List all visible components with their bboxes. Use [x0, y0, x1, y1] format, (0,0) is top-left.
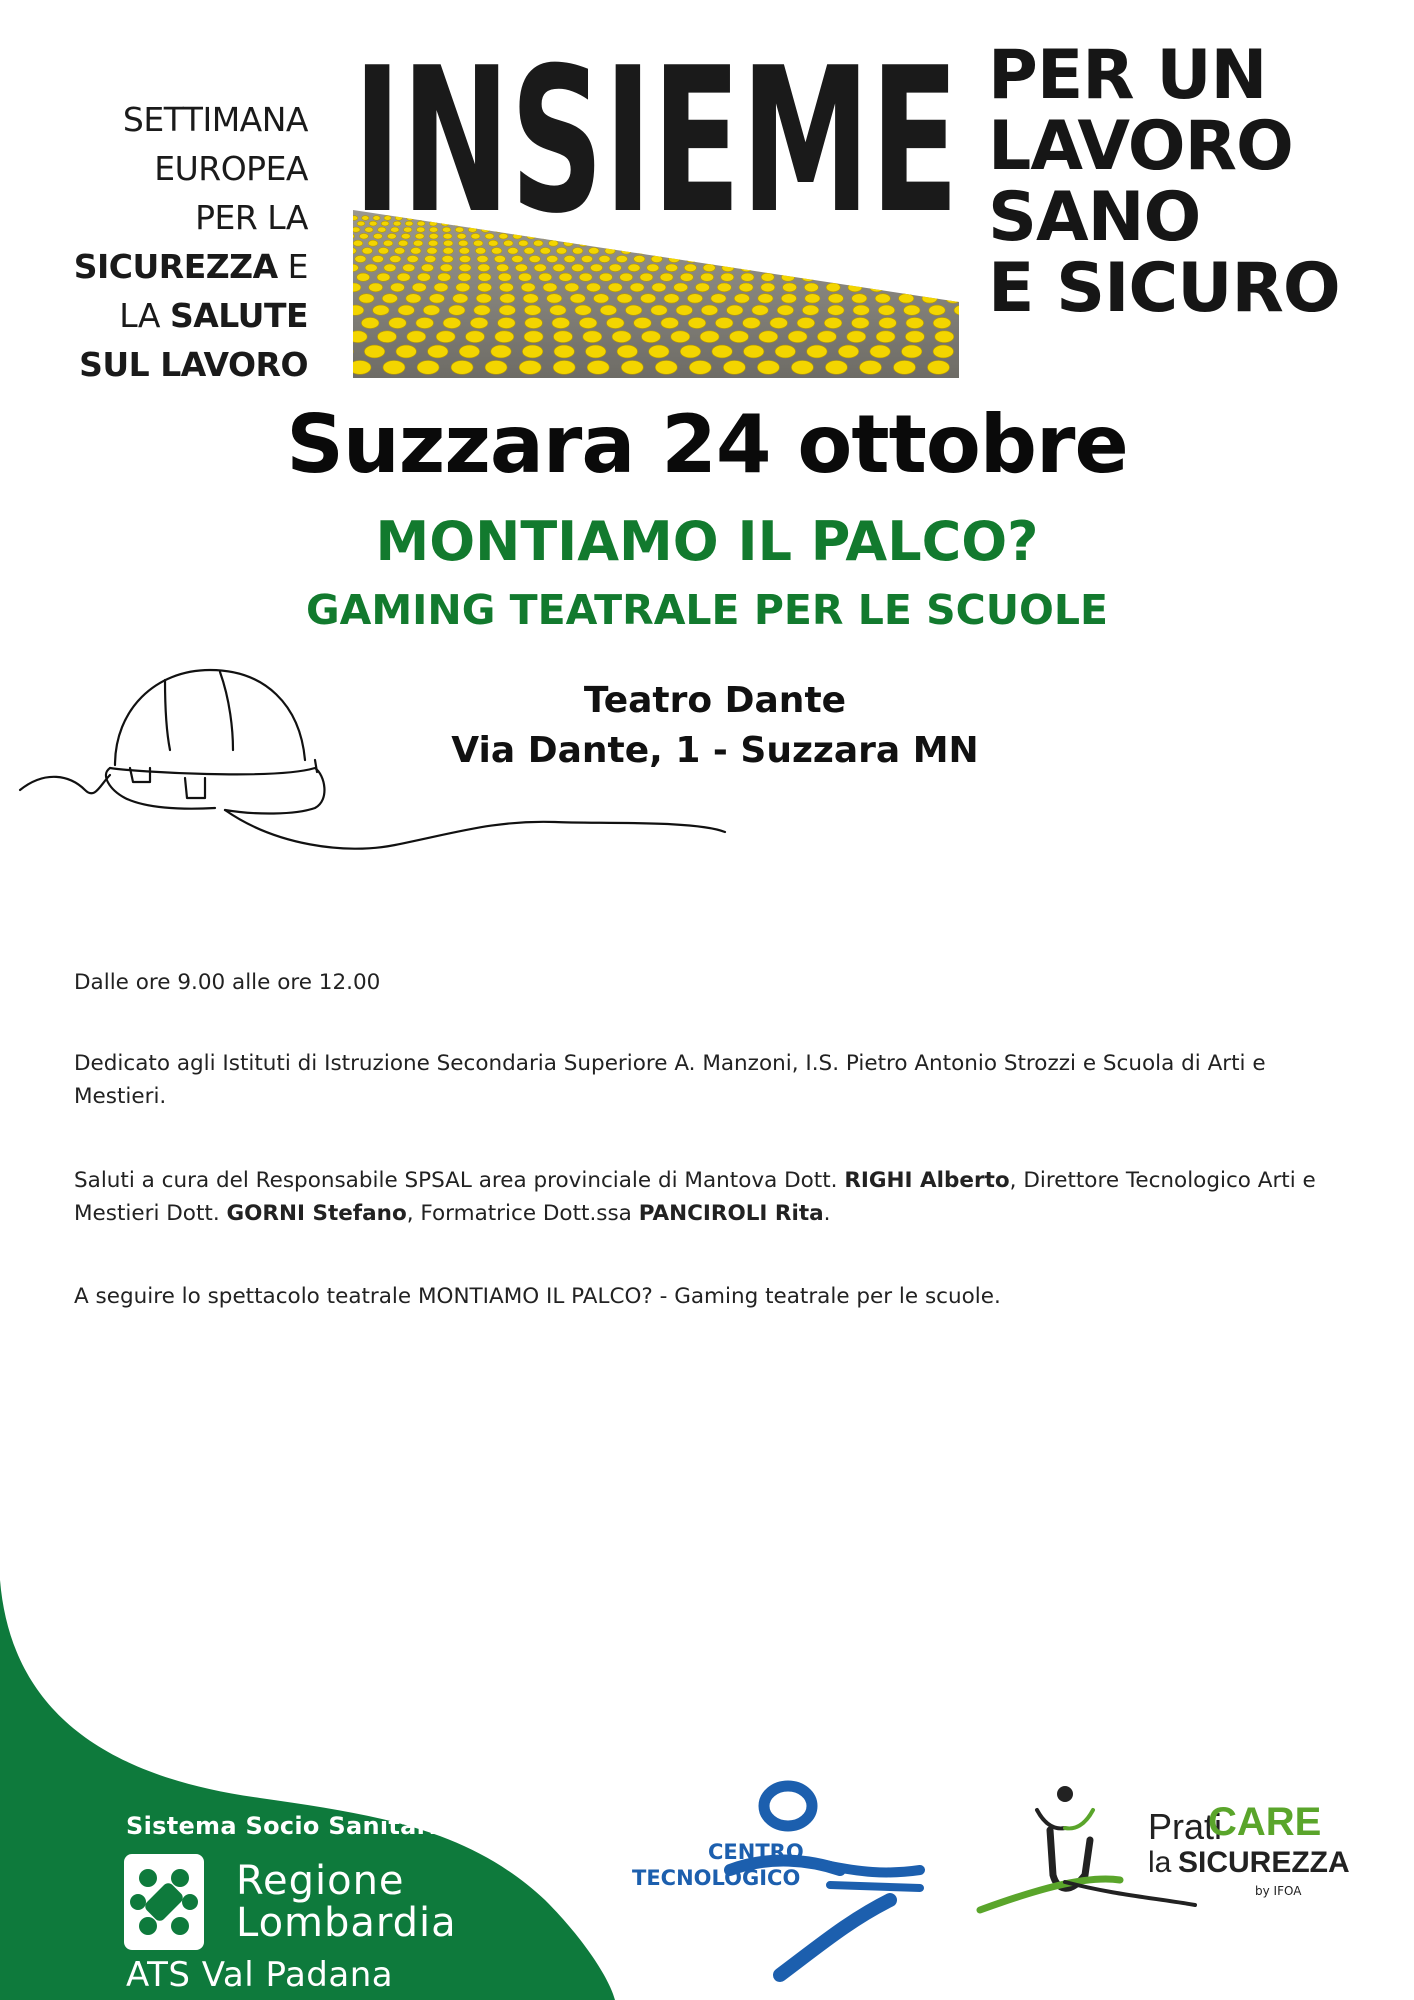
helmet-mark	[519, 273, 532, 281]
helmet-mark	[712, 345, 732, 358]
show-paragraph: A seguire lo spettacolo teatrale MONTIAMO IL PALCO? - Gaming teatrale per le scuole.	[74, 1284, 1001, 1309]
helmet-mark	[744, 345, 764, 358]
helmet-mark	[547, 294, 562, 303]
helmet-mark	[913, 283, 927, 292]
helmet-mark	[565, 283, 579, 292]
helmet-mark	[825, 361, 847, 375]
praticare-word: la	[1148, 1846, 1172, 1879]
helmet-mark	[717, 283, 731, 292]
helmet-mark	[500, 294, 515, 303]
helmet-mark	[711, 294, 726, 303]
helmet-mark	[783, 283, 797, 292]
helmet-mark	[743, 318, 761, 329]
greetings-paragraph	[74, 1164, 1364, 1230]
helmet-mark	[883, 273, 896, 281]
helmet-mark	[572, 264, 584, 272]
helmet-mark	[478, 273, 491, 281]
helmet-mark	[822, 273, 835, 281]
helmet-mark	[680, 273, 693, 281]
insieme-graphic	[353, 40, 959, 378]
helmet-mark	[579, 273, 592, 281]
helmet-mark	[421, 264, 433, 272]
helmet-mark	[935, 331, 954, 343]
helmet-mark	[761, 283, 775, 292]
helmet-mark	[524, 305, 540, 315]
helmet-mark	[499, 305, 515, 315]
helmet-mark	[459, 345, 479, 358]
helmet-mark	[935, 283, 949, 292]
helmet-mark	[852, 318, 870, 329]
helmet-mark	[524, 331, 543, 343]
helmet-mark	[626, 305, 642, 315]
helmet-mark	[522, 345, 542, 358]
schedule-paragraph: Dalle ore 9.00 alle ore 12.00	[74, 970, 381, 995]
helmet-mark	[499, 283, 513, 292]
helmet-mark	[676, 305, 692, 315]
helmet-mark	[559, 273, 572, 281]
helmet-mark	[701, 305, 717, 315]
helmet-mark	[853, 264, 865, 272]
speaker-name: GORNI Stefano	[226, 1201, 407, 1226]
helmet-mark	[671, 331, 690, 343]
ats-name: ATS Val Padana	[126, 1955, 394, 1995]
helmet-mark	[902, 345, 922, 358]
rosa-camuna-icon	[124, 1854, 204, 1950]
helmet-mark	[359, 294, 374, 303]
greetings-line: Saluti a cura del Responsabile SPSAL area provinciale di Mantova Dott. RIGHI Alberto, Direttore Tecnologico Arti e	[74, 1168, 1316, 1193]
helmet-mark	[848, 283, 862, 292]
helmet-mark	[453, 294, 468, 303]
helmet-mark	[384, 264, 396, 272]
helmet-mark	[759, 264, 771, 272]
helmet-mark	[727, 305, 743, 315]
helmet-mark	[802, 273, 815, 281]
helmet-mark	[466, 331, 485, 343]
helmet-mark	[797, 264, 809, 272]
helmet-mark	[412, 283, 426, 292]
helmet-mark	[862, 273, 875, 281]
speaker-name: RIGHI Alberto	[844, 1168, 1010, 1193]
helmet-mark	[652, 283, 666, 292]
helmet-mark	[899, 294, 914, 303]
helmet-mark	[739, 283, 753, 292]
helmet-mark	[458, 273, 471, 281]
helmet-mark	[553, 264, 565, 272]
helmet-mark	[478, 264, 490, 272]
helmet-mark	[703, 264, 715, 272]
event-series-label	[40, 95, 308, 389]
helmet-mark	[947, 264, 959, 272]
helmet-mark	[791, 361, 813, 375]
helmet-mark	[470, 318, 488, 329]
slogan-line: LAVORO	[988, 107, 1293, 186]
helmet-mark	[612, 331, 631, 343]
helmet-mark	[369, 283, 383, 292]
helmet-mark	[600, 305, 616, 315]
helmet-mark	[661, 318, 679, 329]
helmet-mark	[730, 331, 749, 343]
helmet-mark	[416, 318, 434, 329]
helmet-mark	[436, 331, 455, 343]
helmet-mark	[775, 345, 795, 358]
helmet-mark	[817, 331, 836, 343]
helmet-mark	[872, 264, 884, 272]
praticare-word: SICUREZZA	[1178, 1846, 1350, 1879]
helmet-mark	[382, 294, 397, 303]
helmet-mark	[752, 305, 768, 315]
helmet-mark	[383, 361, 405, 375]
helmet-mark	[599, 273, 612, 281]
helmet-mark	[397, 273, 410, 281]
helmet-mark	[903, 273, 916, 281]
helmet-mark	[734, 294, 749, 303]
helmet-mark	[922, 294, 937, 303]
helmet-mark	[892, 283, 906, 292]
praticare-word: CARE	[1208, 1800, 1322, 1844]
helmet-mark	[761, 273, 774, 281]
helmet-mark	[689, 361, 711, 375]
helmet-mark	[905, 331, 924, 343]
helmet-mark	[553, 361, 575, 375]
helmet-mark	[816, 264, 828, 272]
helmet-mark	[554, 331, 573, 343]
helmet-mark	[770, 318, 788, 329]
helmet-mark	[802, 305, 818, 315]
helmet-mark	[634, 318, 652, 329]
helmet-mark	[391, 283, 405, 292]
speaker-name: PANCIROLI Rita	[638, 1201, 824, 1226]
helmet-mark	[700, 331, 719, 343]
helmet-mark	[608, 283, 622, 292]
event-title: Suzzara 24 ottobre	[286, 398, 1128, 491]
helmet-mark	[403, 264, 415, 272]
helmet-mark	[590, 264, 602, 272]
helmet-mark	[523, 294, 538, 303]
helmet-mark	[620, 273, 633, 281]
helmet-mark	[378, 331, 397, 343]
helmet-mark	[389, 318, 407, 329]
helmet-mark	[478, 283, 492, 292]
helmet-mark	[906, 318, 924, 329]
helmet-mark	[847, 331, 866, 343]
helmet-mark	[476, 294, 491, 303]
show-subtitle: GAMING TEATRALE PER LE SCUOLE	[305, 586, 1109, 634]
helmet-mark	[715, 318, 733, 329]
left-line: SUL LAVORO	[79, 345, 308, 384]
helmet-mark	[759, 331, 778, 343]
audience-paragraph	[74, 1047, 1364, 1113]
helmet-mark	[928, 361, 950, 375]
show-title: MONTIAMO IL PALCO?	[375, 510, 1039, 573]
helmet-mark	[443, 318, 461, 329]
helmet-mark	[495, 331, 514, 343]
helmet-mark	[630, 283, 644, 292]
helmet-mark	[417, 361, 439, 375]
helmet-mark	[860, 361, 882, 375]
helmet-mark	[674, 283, 688, 292]
helmet-mark	[946, 294, 959, 303]
helmet-mark	[687, 294, 702, 303]
helmet-mark	[684, 264, 696, 272]
helmet-mark	[641, 294, 656, 303]
helmet-mark	[498, 318, 516, 329]
helmet-mark	[485, 361, 507, 375]
helmet-mark	[552, 318, 570, 329]
helmet-mark	[519, 361, 541, 375]
helmet-mark	[664, 294, 679, 303]
helmet-mark	[928, 264, 940, 272]
helmet-mark	[879, 318, 897, 329]
helmet-mark	[575, 305, 591, 315]
helmet-mark	[539, 273, 552, 281]
helmet-mark	[594, 294, 609, 303]
helmet-mark	[929, 305, 945, 315]
helmet-mark	[456, 283, 470, 292]
helmet-mark	[933, 318, 951, 329]
helmet-mark	[491, 345, 511, 358]
helmet-mark	[554, 345, 574, 358]
helmet-mark	[842, 273, 855, 281]
helmet-mark	[451, 361, 473, 375]
helmet-mark	[440, 264, 452, 272]
helmet-mark	[923, 273, 936, 281]
helmet-mark	[407, 331, 426, 343]
helmet-mark	[943, 273, 956, 281]
audience-line: Mestieri.	[74, 1084, 167, 1109]
helmet-mark	[826, 283, 840, 292]
helmet-mark	[361, 318, 379, 329]
helmet-mark	[423, 305, 439, 315]
helmet-mark	[515, 264, 527, 272]
helmet-mark	[579, 318, 597, 329]
helmet-mark	[543, 283, 557, 292]
helmet-mark	[550, 305, 566, 315]
helmet-mark	[640, 273, 653, 281]
helmet-mark	[429, 294, 444, 303]
slogan-line: PER UN	[988, 36, 1267, 115]
helmet-mark	[570, 294, 585, 303]
helmet-mark	[904, 305, 920, 315]
helmet-mark	[621, 361, 643, 375]
helmet-mark	[583, 331, 602, 343]
praticare-word: Prati	[1148, 1806, 1223, 1847]
helmet-mark	[373, 305, 389, 315]
helmet-mark	[838, 345, 858, 358]
helmet-mark	[459, 264, 471, 272]
helmet-mark	[853, 305, 869, 315]
helmet-mark	[782, 273, 795, 281]
slogan-line: SANO	[988, 178, 1201, 257]
helmet-mark	[957, 283, 959, 292]
helmet-mark	[434, 283, 448, 292]
helmet-mark	[438, 273, 451, 281]
helmet-mark	[651, 305, 667, 315]
insieme-text: INSIEME	[353, 40, 959, 258]
helmet-mark	[396, 345, 416, 358]
helmet-mark	[933, 345, 953, 358]
helmet-mark	[797, 318, 815, 329]
helmet-mark	[428, 345, 448, 358]
helmet-mark	[723, 361, 745, 375]
helmet-mark	[586, 345, 606, 358]
helmet-mark	[417, 273, 430, 281]
helmet-mark	[525, 318, 543, 329]
helmet-mark	[660, 273, 673, 281]
helmet-mark	[609, 264, 621, 272]
praticare-byline: by IFOA	[1255, 1884, 1302, 1898]
helmet-mark	[680, 345, 700, 358]
helmet-mark	[406, 294, 421, 303]
helmet-mark	[628, 264, 640, 272]
helmet-mark	[655, 361, 677, 375]
venue-name: Teatro Dante	[583, 680, 847, 721]
helmet-mark	[666, 264, 678, 272]
helmet-mark	[804, 283, 818, 292]
helmet-mark	[875, 294, 890, 303]
helmet-mark	[910, 264, 922, 272]
helmet-mark	[649, 345, 669, 358]
helmet-mark	[357, 273, 370, 281]
helmet-mark	[377, 273, 390, 281]
helmet-mark	[647, 264, 659, 272]
helmet-mark	[807, 345, 827, 358]
helmet-mark	[757, 361, 779, 375]
helmet-mark	[688, 318, 706, 329]
helmet-mark	[805, 294, 820, 303]
left-line: LA SALUTE	[119, 296, 308, 335]
left-line: EUROPEA	[154, 149, 308, 188]
helmet-mark	[870, 345, 890, 358]
ct-logo-text: CENTRO	[708, 1840, 804, 1864]
helmet-mark	[781, 294, 796, 303]
helmet-mark	[617, 345, 637, 358]
helmet-mark	[587, 361, 609, 375]
campaign-slogan	[988, 36, 1340, 328]
region-name: Regione	[236, 1858, 405, 1904]
helmet-mark	[788, 331, 807, 343]
region-system-label: Sistema Socio Sanitario	[126, 1812, 455, 1840]
helmet-mark	[828, 294, 843, 303]
audience-line: Dedicato agli Istituti di Istruzione Secondaria Superiore A. Manzoni, I.S. Pietro Antonio Strozzi e Scuola di Arti e	[74, 1051, 1266, 1076]
helmet-mark	[741, 264, 753, 272]
greetings-line: Mestieri Dott. GORNI Stefano, Formatrice Dott.ssa PANCIROLI Rita.	[74, 1201, 831, 1226]
helmet-mark	[721, 273, 734, 281]
helmet-mark	[696, 283, 710, 292]
helmet-mark	[778, 264, 790, 272]
helmet-mark	[534, 264, 546, 272]
helmet-mark	[398, 305, 414, 315]
helmet-mark	[587, 283, 601, 292]
helmet-mark	[891, 264, 903, 272]
helmet-mark	[722, 264, 734, 272]
region-name: Lombardia	[236, 1900, 457, 1946]
helmet-mark	[474, 305, 490, 315]
helmet-mark	[607, 318, 625, 329]
helmet-mark	[353, 361, 371, 375]
helmet-mark	[894, 361, 916, 375]
helmet-mark	[701, 273, 714, 281]
helmet-mark	[852, 294, 867, 303]
left-line: SETTIMANA	[122, 100, 308, 139]
ct-logo-text: TECNOLOGICO	[632, 1866, 801, 1890]
left-line: SICUREZZA E	[73, 247, 308, 286]
venue-address: Via Dante, 1 - Suzzara MN	[451, 730, 979, 771]
slogan-line: E SICURO	[988, 249, 1340, 328]
helmet-mark	[521, 283, 535, 292]
helmet-mark	[828, 305, 844, 315]
helmet-mark	[642, 331, 661, 343]
helmet-mark	[617, 294, 632, 303]
helmet-mark	[497, 264, 509, 272]
helmet-mark	[878, 305, 894, 315]
helmet-mark	[835, 264, 847, 272]
helmet-mark	[758, 294, 773, 303]
helmet-mark	[364, 345, 384, 358]
helmet-mark	[365, 264, 377, 272]
helmet-mark	[876, 331, 895, 343]
left-line: PER LA	[195, 198, 308, 237]
helmet-mark	[498, 273, 511, 281]
helmet-mark	[870, 283, 884, 292]
helmet-mark	[449, 305, 465, 315]
regione-lombardia-logo	[124, 1854, 204, 1950]
helmet-mark	[824, 318, 842, 329]
helmet-mark	[777, 305, 793, 315]
helmet-mark	[741, 273, 754, 281]
